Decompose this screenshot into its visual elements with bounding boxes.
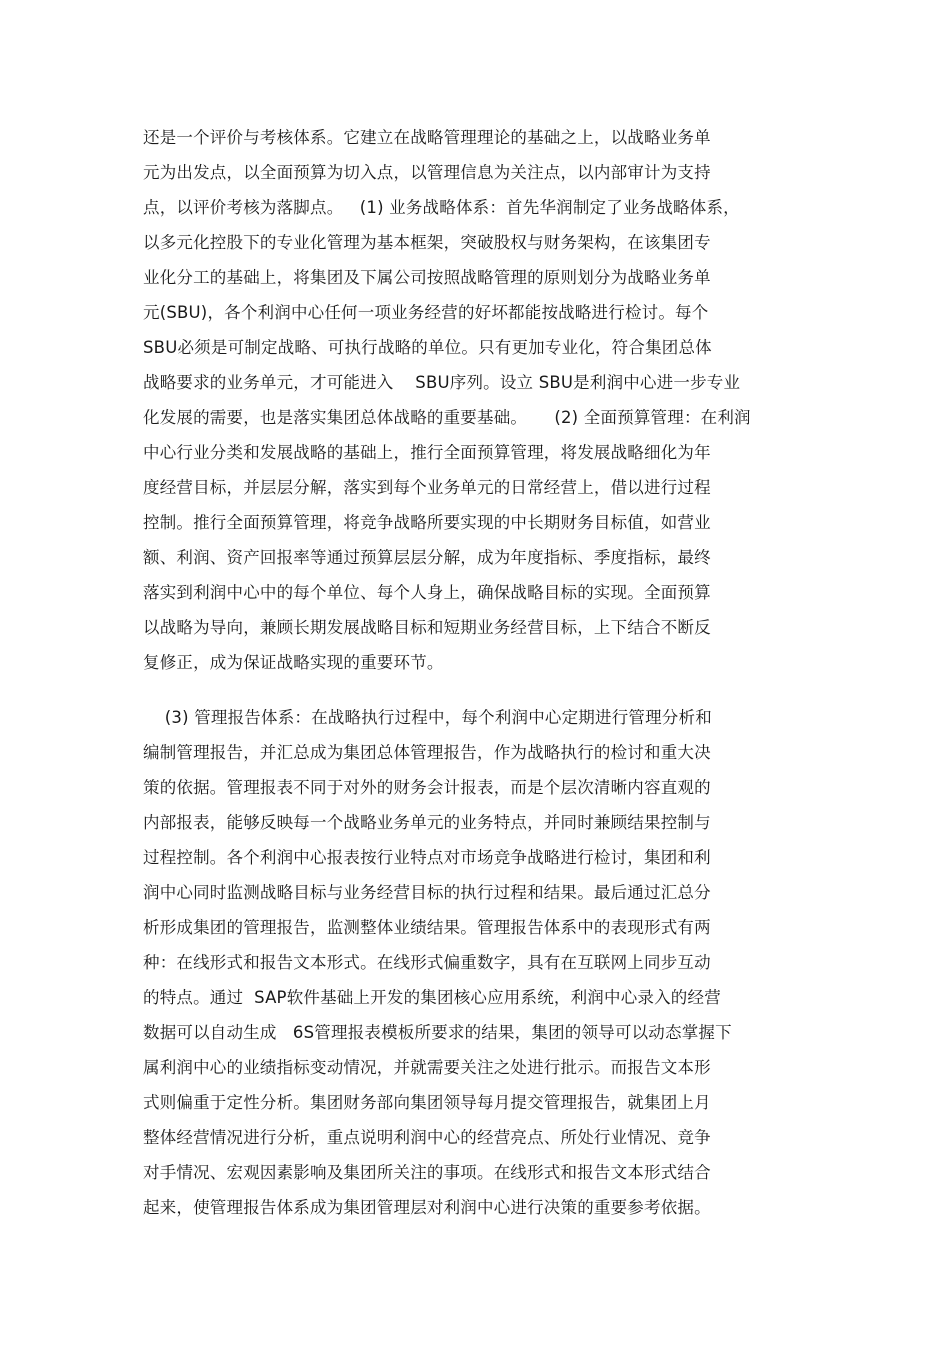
paragraph-2-line-8: 种：在线形式和报告文本形式。在线形式偏重数字，具有在互联网上同步互动 [143,953,711,972]
paragraph-1-line-14: 落实到利润中心中的每个单位、每个人身上，确保战略目标的实现。全面预算 [143,583,711,602]
paragraph-1-line-15: 以战略为导向，兼顾长期发展战略目标和短期业务经营目标，上下结合不断反 [143,618,711,637]
paragraph-2-line-6: 润中心同时监测战略目标与业务经营目标的执行过程和结果。最后通过汇总分 [143,883,711,902]
paragraph-2-line-4: 内部报表，能够反映每一个战略业务单元的业务特点，并同时兼顾结果控制与 [143,813,711,832]
paragraph-1-line-10: 中心行业分类和发展战略的基础上，推行全面预算管理，将发展战略细化为年 [143,443,711,462]
paragraph-2-line-15: 起来，使管理报告体系成为集团管理层对利润中心进行决策的重要参考依据。 [143,1198,711,1217]
paragraph-1-line-16: 复修正，成为保证战略实现的重要环节。 [143,653,444,672]
paragraph-2-line-14: 对手情况、宏观因素影响及集团所关注的事项。在线形式和报告文本形式结合 [143,1163,711,1182]
paragraph-1-line-9: 化发展的需要，也是落实集团总体战略的重要基础。 (2) 全面预算管理：在利润 [143,408,751,427]
paragraph-1-line-3: 点，以评价考核为落脚点。 (1) 业务战略体系：首先华润制定了业务战略体系， [143,198,740,217]
paragraph-2-line-7: 析形成集团的管理报告，监测整体业绩结果。管理报告体系中的表现形式有两 [143,918,711,937]
paragraph-2-line-13: 整体经营情况进行分析，重点说明利润中心的经营亮点、所处行业情况、竞争 [143,1128,711,1147]
paragraph-2-line-5: 过程控制。各个利润中心报表按行业特点对市场竞争战略进行检讨，集团和利 [143,848,711,867]
paragraph-1-line-13: 额、利润、资产回报率等通过预算层层分解，成为年度指标、季度指标，最终 [143,548,711,567]
paragraph-2-line-10: 数据可以自动生成 6S管理报表模板所要求的结果，集团的领导可以动态掌握下 [143,1023,732,1042]
paragraph-1-line-8: 战略要求的业务单元，才可能进入 SBU序列。设立 SBU是利润中心进一步专业 [143,373,741,392]
paragraph-2-line-2: 编制管理报告，并汇总成为集团总体管理报告，作为战略执行的检讨和重大决 [143,743,711,762]
paragraph-2-line-11: 属利润中心的业绩指标变动情况，并就需要关注之处进行批示。而报告文本形 [143,1058,711,1077]
paragraph-1-line-6: 元(SBU)，各个利润中心任何一项业务经营的好坏都能按战略进行检讨。每个 [143,303,709,322]
paragraph-2-line-9: 的特点。通过 SAP软件基础上开发的集团核心应用系统，利润中心录入的经营 [143,988,721,1007]
paragraph-1-line-2: 元为出发点，以全面预算为切入点，以管理信息为关注点，以内部审计为支持 [143,163,711,182]
paragraph-2-line-1: (3) 管理报告体系：在战略执行过程中，每个利润中心定期进行管理分析和 [143,708,712,727]
paragraph-1-line-1: 还是一个评价与考核体系。它建立在战略管理理论的基础之上，以战略业务单 [143,128,711,147]
paragraph-1-line-12: 控制。推行全面预算管理，将竞争战略所要实现的中长期财务目标值，如营业 [143,513,711,532]
paragraph-1-line-7: SBU必须是可制定战略、可执行战略的单位。只有更加专业化，符合集团总体 [143,338,712,357]
paragraph-1-line-11: 度经营目标，并层层分解，落实到每个业务单元的日常经营上，借以进行过程 [143,478,711,497]
paragraph-1-line-4: 以多元化控股下的专业化管理为基本框架，突破股权与财务架构，在该集团专 [143,233,711,252]
paragraph-2-line-3: 策的依据。管理报表不同于对外的财务会计报表，而是个层次清晰内容直观的 [143,778,711,797]
paragraph-2-line-12: 式则偏重于定性分析。集团财务部向集团领导每月提交管理报告，就集团上月 [143,1093,711,1112]
paragraph-1-line-5: 业化分工的基础上，将集团及下属公司按照战略管理的原则划分为战略业务单 [143,268,711,287]
